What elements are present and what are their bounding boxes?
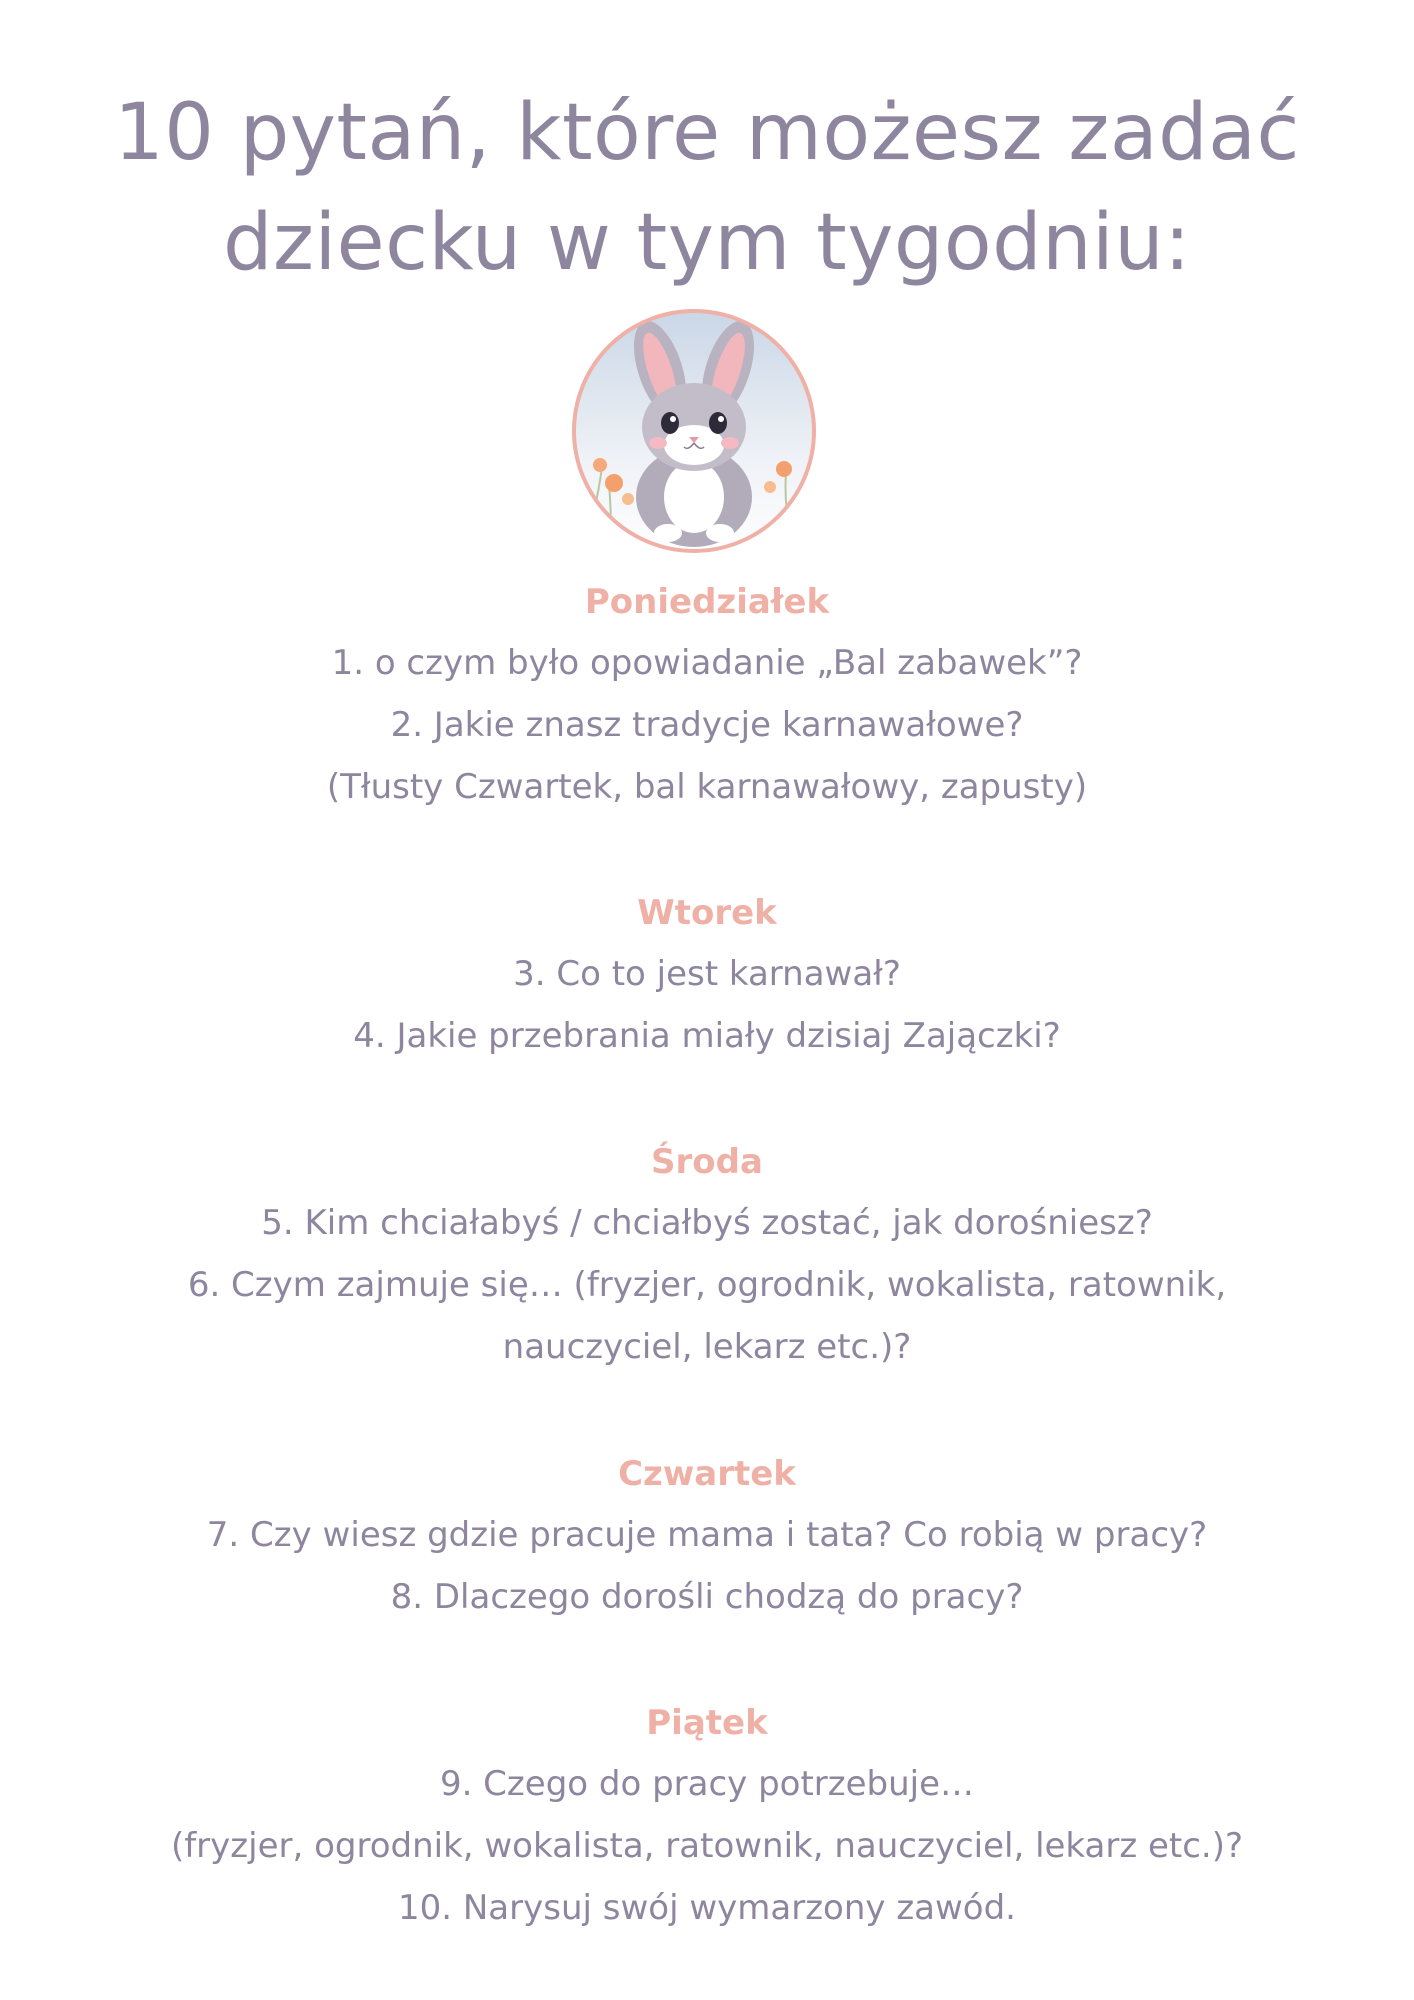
question-line: 7. Czy wiesz gdzie pracuje mama i tata? Co robią w pracy? bbox=[206, 1515, 1208, 1555]
day-title-wednesday: Środa bbox=[651, 1142, 763, 1182]
page-title-line-2: dziecku w tym tygodniu: bbox=[223, 198, 1191, 288]
day-title-friday: Piątek bbox=[646, 1703, 768, 1743]
bunny-illustration bbox=[570, 307, 818, 555]
bunny-icon bbox=[570, 307, 818, 555]
question-line: 6. Czym zajmuje się… (fryzjer, ogrodnik, wokalista, ratownik, bbox=[187, 1265, 1227, 1305]
day-friday bbox=[0, 1703, 1414, 1939]
question-line: 5. Kim chciałabyś / chciałbyś zostać, jak dorośniesz? bbox=[261, 1203, 1153, 1243]
day-tuesday bbox=[0, 893, 1414, 1067]
question-line: 8. Dlaczego dorośli chodzą do pracy? bbox=[390, 1577, 1024, 1617]
page-title bbox=[0, 78, 1414, 298]
question-line: (fryzjer, ogrodnik, wokalista, ratownik, nauczyciel, lekarz etc.)? bbox=[170, 1826, 1244, 1866]
question-line: (Tłusty Czwartek, bal karnawałowy, zapusty) bbox=[326, 767, 1088, 807]
question-line: 3. Co to jest karnawał? bbox=[513, 954, 901, 994]
question-line: 9. Czego do pracy potrzebuje… bbox=[439, 1764, 975, 1804]
day-monday bbox=[0, 582, 1414, 818]
question-line: 4. Jakie przebrania miały dzisiaj Zajączki? bbox=[353, 1016, 1061, 1056]
day-title-thursday: Czwartek bbox=[618, 1454, 796, 1494]
question-line: 2. Jakie znasz tradycje karnawałowe? bbox=[390, 705, 1024, 745]
question-line: nauczyciel, lekarz etc.)? bbox=[502, 1327, 912, 1367]
question-line: 10. Narysuj swój wymarzony zawód. bbox=[397, 1888, 1016, 1928]
question-line: 1. o czym było opowiadanie „Bal zabawek”? bbox=[331, 643, 1083, 683]
day-wednesday bbox=[0, 1142, 1414, 1378]
day-thursday bbox=[0, 1454, 1414, 1628]
page-title-line-1: 10 pytań, które możesz zadać bbox=[114, 88, 1300, 178]
day-title-monday: Poniedziałek bbox=[584, 582, 830, 622]
day-title-tuesday: Wtorek bbox=[637, 893, 777, 933]
